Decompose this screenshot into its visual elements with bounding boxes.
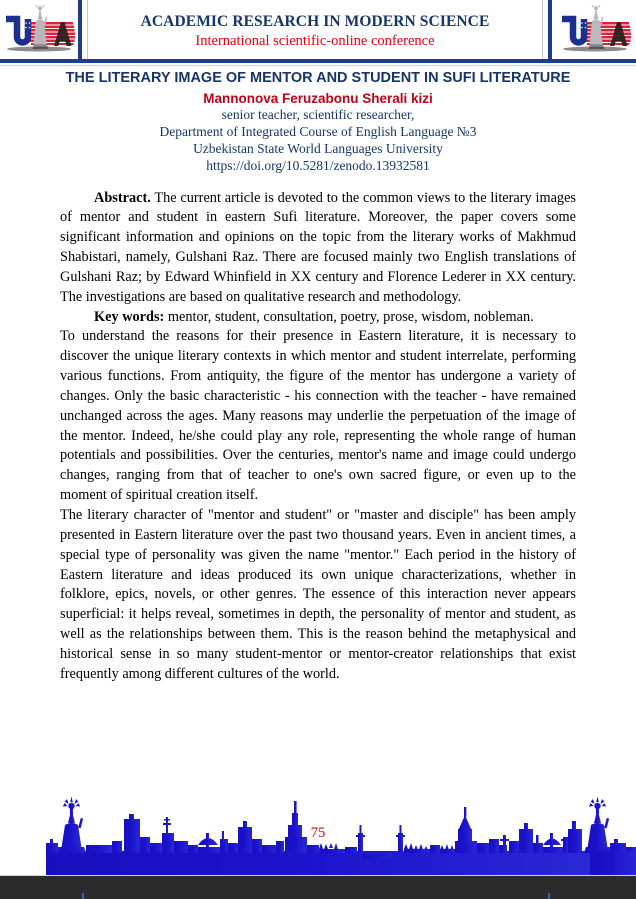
page-header: [0, 0, 636, 60]
doi-link[interactable]: https://doi.org/10.5281/zenodo.13932581: [206, 157, 430, 173]
journal-subtitle: International scientific-online conference: [195, 32, 435, 49]
header-title-cell: [88, 0, 542, 60]
viewer-tick-right: [548, 893, 550, 899]
journal-title: ACADEMIC RESEARCH IN MODERN SCIENCE: [140, 12, 490, 30]
keywords-label: Key words:: [94, 308, 165, 325]
viewer-bottom-bar: [0, 876, 636, 899]
body-paragraph-2: The literary character of "mentor and student" or "master and disciple" has been amply presented in Eastern literature over the past two thousand years. Even in ancient times, a special type of personality was given the name "mentor." Each period in the history of Eastern literature and ideas produced its own unique characterizations, whether in folklore, epics, novels, or other genres. The essence of this interaction never appears superficial: it helps reveal, sometimes in depth, the personality of mentor and student, as well as the relationships between them. This is the reason behind the metaphysical and historical sense in so many student-mentor or mentor-creator relationships that exist frequently among different cultures of the world.: [60, 507, 576, 682]
header-bottom-rule: [0, 59, 636, 63]
article-title-block: [0, 60, 636, 174]
page-number: 75: [310, 825, 326, 841]
author-name: Mannonova Feruzabonu Sherali kizi: [203, 90, 433, 106]
abstract-label: Abstract.: [94, 189, 151, 206]
header-divider-left-blue: [78, 0, 82, 60]
author-affiliation-2: Department of Integrated Course of English Language №3: [159, 123, 477, 139]
article-body: [0, 189, 636, 685]
abstract-paragraph: [60, 189, 576, 308]
usa-statue-of-liberty-logo: [2, 4, 76, 56]
header-bottom-hairline: [0, 65, 636, 66]
usa-statue-of-liberty-logo: [558, 4, 632, 56]
keywords-text: mentor, student, consultation, poetry, prose, wisdom, nobleman.: [164, 308, 534, 325]
header-logo-left: [0, 0, 78, 60]
page-title: THE LITERARY IMAGE OF MENTOR AND STUDENT IN SUFI LITERATURE: [65, 70, 571, 86]
page-footer: [0, 789, 636, 875]
abstract-text: The current article is devoted to the common views to the literary images of mentor and student in eastern Sufi literature. Moreover, the paper covers some significant information and opinions on the topic from the literary works of Makhmud Shabistari, namely, Gulshani Raz. There are focused mainly two English translations of Gulshani Raz; by Edward Whinfield in XX century and Florence Lederer in XX century. The investigations are based on qualitative research and methodology.: [60, 189, 576, 305]
keywords-paragraph: [60, 308, 576, 328]
header-divider-right-gray: [542, 0, 543, 60]
viewer-tick-left: [82, 893, 84, 899]
header-logo-right: [552, 0, 636, 60]
author-affiliation-3: Uzbekistan State World Languages University: [193, 140, 443, 156]
author-affiliation-1: senior teacher, scientific researcher,: [221, 106, 415, 122]
body-paragraph-1: To understand the reasons for their presence in Eastern literature, it is necessary to discover the unique literary contexts in which mentor and student interrelate, performing various functions. From antiquity, the figure of the mentor has undergone a variety of changes. Only the basic characteristic - his connection with the teacher - have remained unchanged across the ages. Many reasons may underlie the perpetuation of the image of the mentor. Indeed, he/she could play any role, representing the whole range of human potentials and possibilities. Over the centuries, mentor's name and image could undergo changes, ranging from that of teacher to one's own sacred figure, or even up to the moment of spiritual creation itself.: [60, 328, 576, 504]
